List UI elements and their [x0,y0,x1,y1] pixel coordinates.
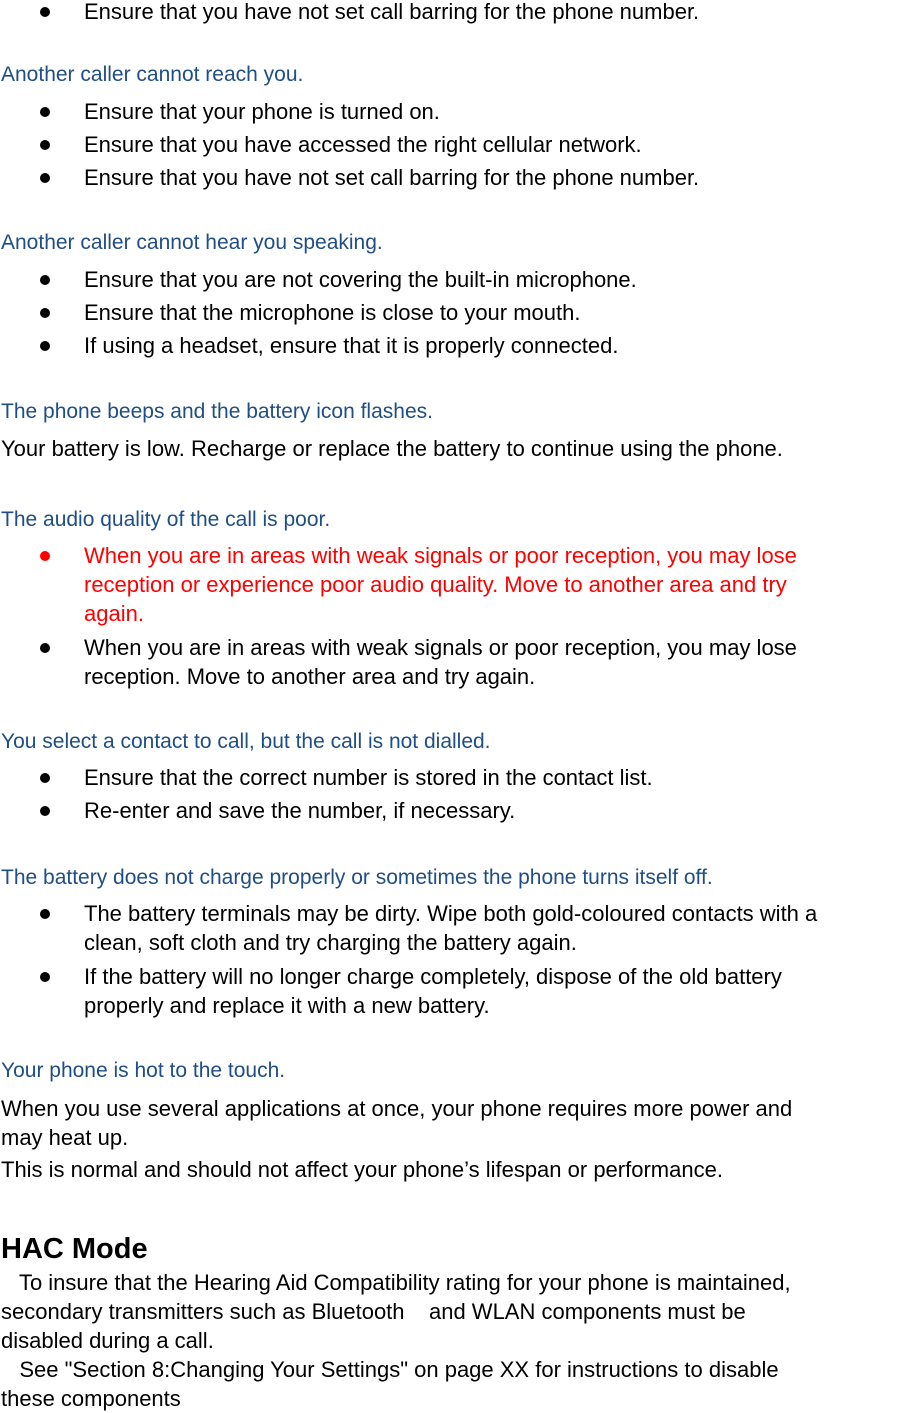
bullet-item-line: If the battery will no longer charge completely, dispose of the old battery [84,964,782,989]
warning-bullet-line: again. [84,601,144,626]
section-heading: The phone beeps and the battery icon flashes. [1,400,433,423]
bullet-item: If using a headset, ensure that it is properly connected. [84,333,619,358]
bullet-icon [40,308,50,318]
bullet-icon [40,140,50,150]
bullet-item-line: reception. Move to another area and try again. [84,664,536,689]
bullet-icon [40,275,50,285]
body-paragraph: This is normal and should not affect your phone’s lifespan or performance. [1,1157,723,1182]
section-heading: The battery does not charge properly or sometimes the phone turns itself off. [1,866,713,889]
body-paragraph-line: may heat up. [1,1125,129,1150]
body-paragraph-line: When you use several applications at once, your phone requires more power and [1,1096,793,1121]
bullet-item: Re-enter and save the number, if necessary. [84,798,516,823]
bullet-item: Ensure that you have not set call barring for the phone number. [84,0,700,24]
bullet-icon [40,909,50,919]
bullet-item-line: The battery terminals may be dirty. Wipe both gold-coloured contacts with a [84,901,818,926]
bullet-icon [40,972,50,982]
bullet-icon [40,806,50,816]
hac-paragraph-line: secondary transmitters such as Bluetooth and WLAN components must be [1,1299,746,1324]
section-heading: Your phone is hot to the touch. [1,1059,286,1082]
warning-bullet-icon [40,551,50,561]
hac-paragraph-line: See "Section 8:Changing Your Settings" on page XX for instructions to disable [1,1357,779,1382]
bullet-icon [40,7,50,17]
bullet-icon [40,643,50,653]
bullet-item: Ensure that you have accessed the right cellular network. [84,132,642,157]
bullet-icon [40,341,50,351]
bullet-item-line: properly and replace it with a new battery. [84,993,490,1018]
warning-bullet-line: reception or experience poor audio quality. Move to another area and try [84,572,787,597]
bullet-item-line: clean, soft cloth and try charging the battery again. [84,930,577,955]
section-heading: The audio quality of the call is poor. [1,508,331,531]
section-heading: You select a contact to call, but the call is not dialled. [1,730,491,753]
bullet-item: Ensure that your phone is turned on. [84,99,440,124]
bullet-icon [40,173,50,183]
section-heading: Another caller cannot hear you speaking. [1,231,383,254]
warning-bullet-line: When you are in areas with weak signals or poor reception, you may lose [84,543,797,568]
bullet-icon [40,773,50,783]
hac-paragraph-line: To insure that the Hearing Aid Compatibility rating for your phone is maintained, [1,1270,791,1295]
bullet-item: Ensure that the correct number is stored in the contact list. [84,765,653,790]
body-paragraph: Your battery is low. Recharge or replace the battery to continue using the phone. [1,436,783,461]
section-heading: Another caller cannot reach you. [1,63,304,86]
hac-mode-title: HAC Mode [1,1233,148,1265]
hac-paragraph-line: disabled during a call. [1,1328,214,1353]
bullet-item-line: When you are in areas with weak signals or poor reception, you may lose [84,635,797,660]
bullet-item: Ensure that the microphone is close to your mouth. [84,300,581,325]
bullet-icon [40,107,50,117]
bullet-item: Ensure that you have not set call barring for the phone number. [84,165,700,190]
hac-paragraph-line: these components [1,1386,181,1411]
bullet-item: Ensure that you are not covering the built-in microphone. [84,267,637,292]
